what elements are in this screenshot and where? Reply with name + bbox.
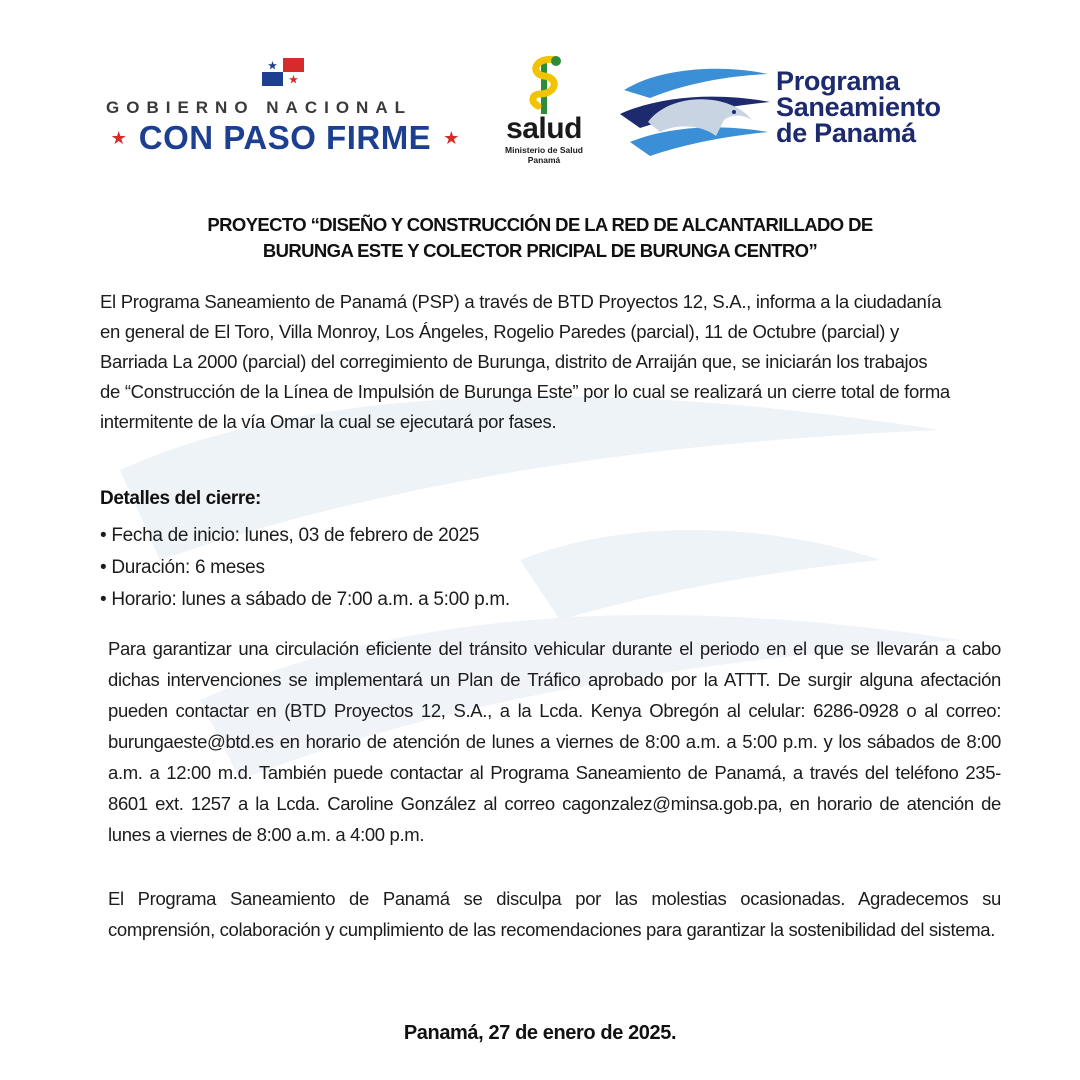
programa-text: Programa — [776, 66, 900, 96]
detail-duration: • Duración: 6 meses — [100, 552, 510, 584]
details-list — [100, 520, 510, 616]
detail-schedule: • Horario: lunes a sábado de 7:00 a.m. a 5:00 p.m. — [100, 584, 510, 616]
gobierno-nacional-logo — [100, 58, 470, 168]
title-line-1: PROYECTO “DISEÑO Y CONSTRUCCIÓN DE LA RED DE ALCANTARILLADO DE — [207, 214, 873, 235]
dolphin-wave-icon — [620, 62, 780, 158]
ministerio-salud-logo — [494, 52, 594, 172]
panama-flag-icon — [262, 58, 304, 86]
detail-start-date: • Fecha de inicio: lunes, 03 de febrero de 2025 — [100, 520, 510, 552]
details-heading: Detalles del cierre: — [100, 488, 261, 509]
star-icon: ★ — [110, 127, 127, 148]
con-paso-firme-text: CON PASO FIRME — [138, 119, 432, 156]
de-panama-text: de Panamá — [776, 118, 916, 148]
panama-text: Panamá — [527, 155, 561, 165]
intro-paragraph: El Programa Saneamiento de Panamá (PSP) a través de BTD Proyectos 12, S.A., informa a la ciudadanía en general de El Toro, Villa Monroy, Los Ángeles, Rogelio Paredes (parcial), 11 de Octubre (parcial) y Barriada La 2000 (parcial) del corregimiento de Burunga, distrito de Arraiján que, se iniciarán los trabajos de “Construcción de la Línea de Impulsión de Burunga Este” por lo cual se realizará un cierre total de forma intermitente de la vía Omar la cual se ejecutará por fases. — [100, 291, 950, 432]
saneamiento-text: Saneamiento — [776, 92, 941, 122]
document-title — [120, 212, 960, 264]
title-line-2: BURUNGA ESTE Y COLECTOR PRICIPAL DE BURUNGA CENTRO” — [262, 240, 818, 261]
gobierno-nacional-text: GOBIERNO NACIONAL — [106, 98, 412, 117]
programa-saneamiento-logo — [620, 62, 980, 158]
traffic-contact-paragraph: Para garantizar una circulación eficiente del tránsito vehicular durante el periodo en el que se llevarán a cabo dichas intervenciones se implementará un Plan de Tráfico aprobado por la ATTT. De surgir alguna afectación pueden contactar en (BTD Proyectos 12, S.A., a la Lcda. Kenya Obregón al celular: 6286-0928 o al correo: burungaeste@btd.es en horario de atención de lunes a viernes de 8:00 a.m. a 5:00 p.m. y los sábados de 8:00 a.m. a 12:00 m.d. También puede contactar al Programa Saneamiento de Panamá, a través del teléfono 235-8601 ext. 1257 a la Lcda. Caroline González al correo cagonzalez@minsa.gob.pa, en horario de atención de lunes a viernes de 8:00 a.m. a 4:00 p.m. — [108, 638, 1001, 845]
dateline: Panamá, 27 de enero de 2025. — [403, 1022, 677, 1044]
apology-paragraph: El Programa Saneamiento de Panamá se disculpa por las molestias ocasionadas. Agradecemos su comprensión, colaboración y cumplimiento de las recomendaciones para garantizar la sostenibilidad del sistema. — [108, 888, 1001, 940]
ministerio-text: Ministerio de Salud — [505, 145, 583, 155]
star-icon: ★ — [443, 127, 460, 148]
serpent-staff-icon — [494, 52, 594, 114]
salud-text: salud — [506, 112, 582, 145]
